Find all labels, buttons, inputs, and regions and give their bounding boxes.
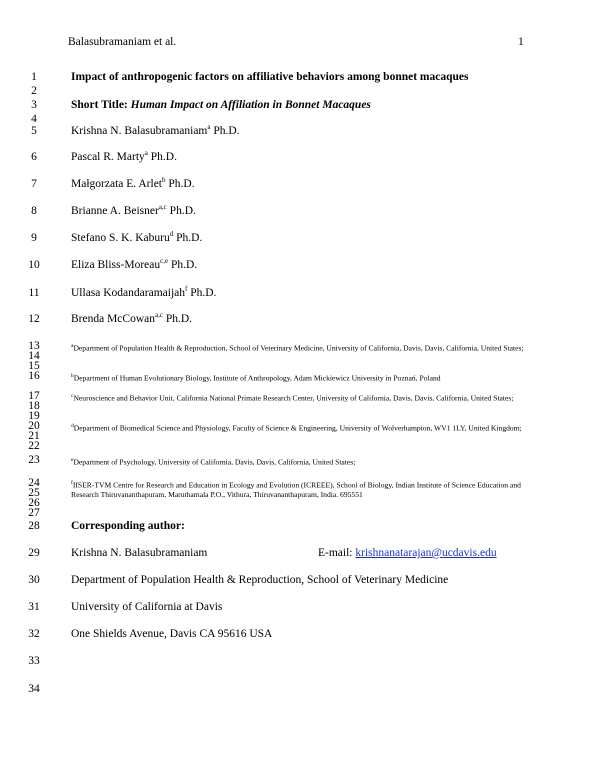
line-number: 5: [31, 125, 37, 137]
line-number: 14: [28, 350, 40, 362]
line-number: 20: [28, 420, 40, 432]
line-number: 15: [28, 360, 40, 372]
line-number: 32: [28, 628, 40, 640]
line-number: 3: [31, 99, 37, 111]
email-link[interactable]: krishnanatarajan@ucdavis.edu: [355, 547, 497, 559]
corresponding-department: Department of Population Health & Reproduction, School of Veterinary Medicine: [71, 574, 449, 586]
line-number: 8: [31, 205, 37, 217]
page-number: 1: [518, 36, 524, 48]
affiliation: $^e$Department of Psychology, University of California, Davis, Davis, California, United States;: [71, 457, 356, 467]
line-number: 31: [28, 601, 40, 613]
author: Brenda McCowan$^{a,c}$ Ph.D.: [71, 311, 193, 325]
line-number: 16: [28, 370, 40, 382]
short-title-label: Short Title:: [71, 99, 131, 111]
line-number: 25: [28, 487, 40, 499]
line-number: 7: [31, 178, 37, 190]
corresponding-university: University of California at Davis: [71, 601, 223, 613]
line-number: 6: [31, 151, 37, 163]
author: Krishna N. Balasubramaniam$^a$ Ph.D.: [71, 123, 240, 137]
email-line: [318, 547, 497, 559]
line-number: 12: [28, 313, 40, 325]
line-number: 33: [28, 655, 40, 667]
line-number: 24: [28, 477, 40, 489]
line-number: 29: [28, 547, 40, 559]
author: Eliza Bliss-Moreau$^{c,e}$ Ph.D.: [71, 257, 198, 271]
line-number: 13: [28, 340, 40, 352]
paper-title: Impact of anthropogenic factors on affiliative behaviors among bonnet macaques: [71, 71, 469, 83]
author: Pascal R. Marty$^a$ Ph.D.: [71, 149, 177, 163]
line-number: 21: [28, 430, 40, 442]
line-number: 10: [28, 259, 40, 271]
line-number: 18: [28, 400, 40, 412]
line-number: 2: [31, 85, 37, 97]
line-number: 11: [28, 287, 40, 299]
corresponding-address: One Shields Avenue, Davis CA 95616 USA: [71, 628, 273, 640]
affiliation: $^a$Department of Population Health & Reproduction, School of Veterinary Medicine, University of California, Davis, Davis, California, United States;: [71, 343, 524, 353]
author: Małgorzata E. Arlet$^b$ Ph.D.: [71, 176, 195, 190]
line-number: 27: [28, 507, 40, 519]
line-number: 34: [28, 683, 40, 695]
affiliation: $^d$Department of Biomedical Science and Physiology, Faculty of Science & Engineering, University of Wolverhampton, WV1 1LY, United Kingdom;: [71, 423, 522, 433]
line-number: 30: [28, 574, 40, 586]
corresponding-name: Krishna N. Balasubramaniam: [71, 547, 208, 559]
affiliation: $^c$Neuroscience and Behavior Unit, California National Primate Research Center, University of California, Davis, Davis, California, United States;: [71, 393, 514, 403]
author: Stefano S. K. Kaburu$^d$ Ph.D.: [71, 230, 203, 244]
line-number: 26: [28, 497, 40, 509]
line-number: 22: [28, 440, 40, 452]
email-label: E-mail:: [318, 547, 356, 559]
author: Ullasa Kodandaramaijah$^f$ Ph.D.: [71, 285, 217, 299]
line-number: 1: [31, 71, 37, 83]
line-number: 19: [28, 410, 40, 422]
author: Brianne A. Beisner$^{a,c}$ Ph.D.: [71, 203, 196, 217]
running-header: Balasubramaniam et al.: [68, 36, 177, 48]
affiliation: $^f$IISER-TVM Centre for Research and Education in Ecology and Evolution (ICREEE), School of Biology, Indian Institute of Science Education and Research Thiruvananthapuram, Maruthamala P.O., Vithura, Thiruvananthapuram, India. 695551: [71, 480, 521, 500]
affiliation: $^b$Department of Human Evolutionary Biology, Institute of Anthropology, Adam Mickiewicz University in Poznań, Poland: [71, 373, 441, 383]
corresponding-heading: Corresponding author:: [71, 520, 185, 532]
line-number: 17: [28, 390, 40, 402]
short-title: [71, 99, 371, 111]
line-number: 23: [28, 454, 40, 466]
line-number: 28: [28, 520, 40, 532]
short-title-value: Human Impact on Affiliation in Bonnet Macaques: [130, 99, 371, 111]
line-number: 4: [31, 113, 37, 125]
line-number: 9: [31, 232, 37, 244]
